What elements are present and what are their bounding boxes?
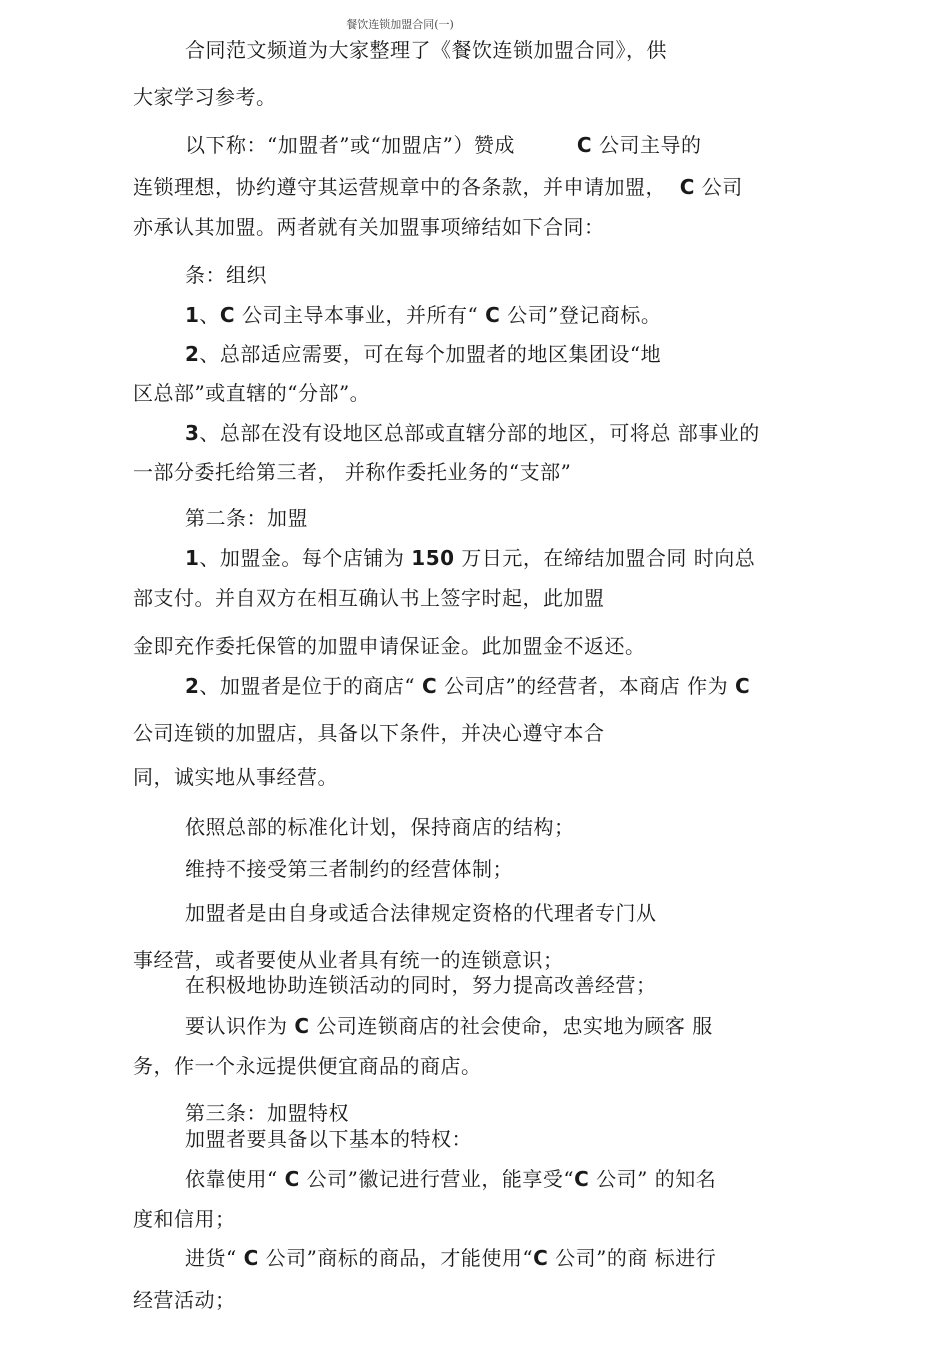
text-line [185, 857, 513, 881]
company-letter: C [294, 1014, 310, 1038]
item-number: 3 [185, 421, 200, 445]
text-span: 公司连锁的加盟店，具备以下条件，并决心遵守本合 [133, 721, 605, 745]
text-span: 第三条：加盟特权 [185, 1101, 349, 1125]
text-span: 要认识作为 [185, 1014, 288, 1038]
text-span: 、 [199, 303, 220, 327]
text-line [185, 263, 267, 287]
company-letter: C [533, 1246, 549, 1270]
company-letter: C [735, 674, 751, 698]
text-line [133, 85, 277, 109]
text-span: 在积极地协助连锁活动的同时，努力提高改善经营； [185, 973, 657, 997]
item-number: 2 [185, 674, 200, 698]
text-span: 公司”徽记进行营业，能享受“ [306, 1167, 575, 1191]
text-line [133, 460, 571, 484]
text-line [185, 1101, 349, 1125]
text-line [185, 1014, 713, 1038]
text-span: 经营活动； [133, 1288, 236, 1312]
text-span: 、总部在没有设地区总部或直辖分部的地区，可将总 部事业的 [199, 421, 760, 445]
text-line [133, 586, 605, 610]
text-span: 务，作一个永远提供便宜商品的商店。 [133, 1054, 482, 1078]
text-span: 维持不接受第三者制约的经营体制； [185, 857, 513, 881]
company-letter: C [243, 1246, 259, 1270]
page-header: 餐饮连锁加盟合同(一) [346, 18, 454, 31]
text-line [133, 215, 605, 239]
text-span: 大家学习参考。 [133, 85, 277, 109]
text-span: 万日元，在缔结加盟合同 时向总 [461, 546, 756, 570]
text-line [185, 546, 755, 570]
text-line [133, 381, 370, 405]
text-line [185, 506, 308, 530]
text-line [133, 948, 564, 972]
text-line [185, 421, 760, 445]
text-span: 公司 [701, 175, 743, 199]
text-line [185, 38, 667, 62]
company-letter: C [574, 1167, 590, 1191]
text-span: 公司连锁商店的社会使命，忠实地为顾客 服 [316, 1014, 713, 1038]
text-span: 公司” 的知名 [596, 1167, 717, 1191]
company-letter: C [284, 1167, 300, 1191]
text-span: 金即充作委托保管的加盟申请保证金。此加盟金不返还。 [133, 634, 646, 658]
text-line [133, 1207, 236, 1231]
text-span: 公司主导本事业，并所有“ [241, 303, 479, 327]
text-line [185, 973, 657, 997]
fee-amount: 150 [411, 546, 455, 570]
text-line [185, 1246, 716, 1270]
company-letter: C [485, 303, 501, 327]
company-letter: C [679, 175, 695, 199]
text-line [133, 1288, 236, 1312]
text-span: 区总部”或直辖的“分部”。 [133, 381, 371, 405]
text-span: 度和信用； [133, 1207, 236, 1231]
text-span: 事经营，或者要使从业者具有统一的连锁意识； [133, 948, 564, 972]
text-span: 连锁理想，协约遵守其运营规章中的各条款，并申请加盟， [133, 175, 666, 199]
text-line [185, 674, 750, 698]
item-number: 1 [185, 546, 200, 570]
company-letter: C [219, 303, 236, 327]
text-span: 第二条：加盟 [185, 506, 308, 530]
text-span: 条：组织 [185, 263, 267, 287]
text-line [185, 815, 575, 839]
text-span: 公司店”的经营者，本商店 作为 [444, 674, 729, 698]
text-line [185, 133, 701, 157]
text-span: 一部分委托给第三者， 并称作委托业务的“支部” [133, 460, 572, 484]
item-number: 1 [185, 303, 200, 327]
text-line [133, 721, 605, 745]
text-span: 部支付。并自双方在相互确认书上签字时起，此加盟 [133, 586, 605, 610]
text-line [133, 175, 743, 199]
text-span: 亦承认其加盟。两者就有关加盟事项缔结如下合同： [133, 215, 605, 239]
text-line [185, 901, 657, 925]
text-span: 公司”登记商标。 [507, 303, 662, 327]
text-span: 公司”商标的商品，才能使用“ [265, 1246, 534, 1270]
text-span: 进货“ [185, 1246, 237, 1270]
text-span: 加盟者要具备以下基本的特权： [185, 1127, 472, 1151]
text-line [133, 765, 338, 789]
text-span: 公司”的商 标进行 [555, 1246, 717, 1270]
text-span: 公司主导的 [598, 133, 702, 157]
item-number: 2 [185, 342, 200, 366]
company-letter: C [422, 674, 438, 698]
text-span: 同，诚实地从事经营。 [133, 765, 338, 789]
text-line [133, 1054, 482, 1078]
company-letter: C [576, 133, 593, 157]
text-line [185, 303, 661, 327]
text-span: 以下称：“加盟者”或“加盟店”）赞成 [185, 133, 515, 157]
text-span: 、加盟者是位于的商店“ [199, 674, 416, 698]
text-line [133, 634, 646, 658]
text-line [185, 1167, 716, 1191]
text-line [185, 342, 661, 366]
text-span: 、总部适应需要，可在每个加盟者的地区集团设“地 [199, 342, 662, 366]
text-span: 、加盟金。每个店铺为 [199, 546, 405, 570]
text-span: 依照总部的标准化计划，保持商店的结构； [185, 815, 575, 839]
text-span: 依靠使用“ [185, 1167, 278, 1191]
text-span: 合同范文频道为大家整理了《餐饮连锁加盟合同》，供 [185, 38, 667, 62]
text-line [185, 1127, 472, 1151]
text-span: 加盟者是由自身或适合法律规定资格的代理者专门从 [185, 901, 657, 925]
